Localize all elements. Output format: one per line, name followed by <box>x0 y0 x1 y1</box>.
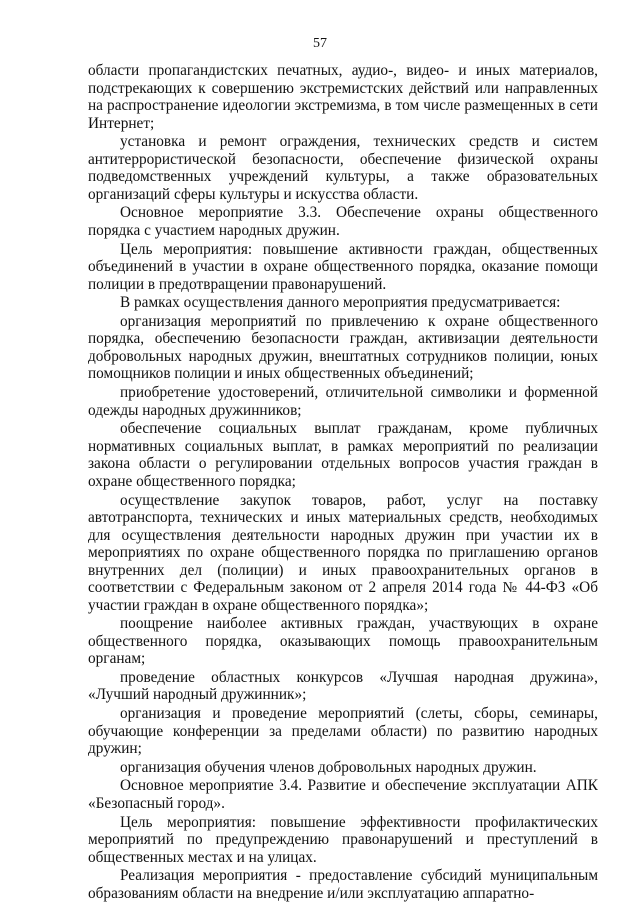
paragraph: области пропагандистских печатных, аудио-, видео- и иных материалов, подстрекающих к совершению экстремистских действий или направленных на распространение идеологии экстремизма, в том числе размещенных в сети Интернет; <box>88 62 598 132</box>
page-number: 57 <box>313 36 327 51</box>
paragraph: обеспечение социальных выплат гражданам, кроме публичных нормативных социальных выплат, в рамках мероприятий по реализации закона области о регулировании отдельных вопросов участия граждан в охране общественного порядка; <box>88 420 598 490</box>
paragraph: организация обучения членов добровольных народных дружин. <box>120 758 537 776</box>
paragraph: проведение областных конкурсов «Лучшая народная дружина», «Лучший народный дружинник»; <box>88 668 598 704</box>
paragraph: Реализация мероприятия - предоставление субсидий муниципальным образованиям области на внедрение и/или эксплуатацию аппаратно- <box>88 867 598 902</box>
paragraph: В рамках осуществления данного мероприятия предусматривается: <box>120 294 561 312</box>
paragraph: Основное мероприятие 3.4. Развитие и обеспечение эксплуатации АПК «Безопасный город». <box>88 777 598 812</box>
paragraph: Основное мероприятие 3.3. Обеспечение охраны общественного порядка с участием народных дружин. <box>88 204 598 239</box>
document-body <box>88 62 598 904</box>
paragraph: установка и ремонт ограждения, технических средств и систем антитеррористической безопасности, обеспечение физической охраны подведомственных учреждений культуры, а также образовательных организаций сферы культуры и искусства области. <box>88 133 598 203</box>
paragraph: организация мероприятий по привлечению к охране общественного порядка, обеспечению безопасности граждан, активизации деятельности добровольных народных дружин, внештатных сотрудников полиции, юных помощников полиции и иных общественных объединений; <box>88 312 598 383</box>
paragraph: Цель мероприятия: повышение активности граждан, общественных объединений в участии в охране общественного порядка, оказание помощи полиции в предотвращении правонарушений. <box>88 240 598 293</box>
paragraph: приобретение удостоверений, отличительной символики и форменной одежды народных дружинников; <box>88 384 598 419</box>
paragraph: Цель мероприятия: повышение эффективности профилактических мероприятий по предупреждению правонарушений и преступлений в общественных местах и на улицах. <box>88 813 598 866</box>
paragraph: поощрение наиболее активных граждан, участвующих в охране общественного порядка, оказывающих помощь правоохранительным органам; <box>88 615 598 668</box>
paragraph: осуществление закупок товаров, работ, услуг на поставку автотранспорта, технических и иных материальных средств, необходимых для осуществления деятельности народных дружин при участии их в мероприятиях по охране общественного порядка по приглашению органов внутренних дел (полиции) и иных правоохранительных органов в соответствии с Федеральным законом от 2 апреля 2014 года № 44-ФЗ «Об участии граждан в охране общественного порядка»; <box>88 491 598 614</box>
paragraph: организация и проведение мероприятий (слеты, сборы, семинары, обучающие конференции за пределами области) по развитию народных дружин; <box>88 705 598 758</box>
